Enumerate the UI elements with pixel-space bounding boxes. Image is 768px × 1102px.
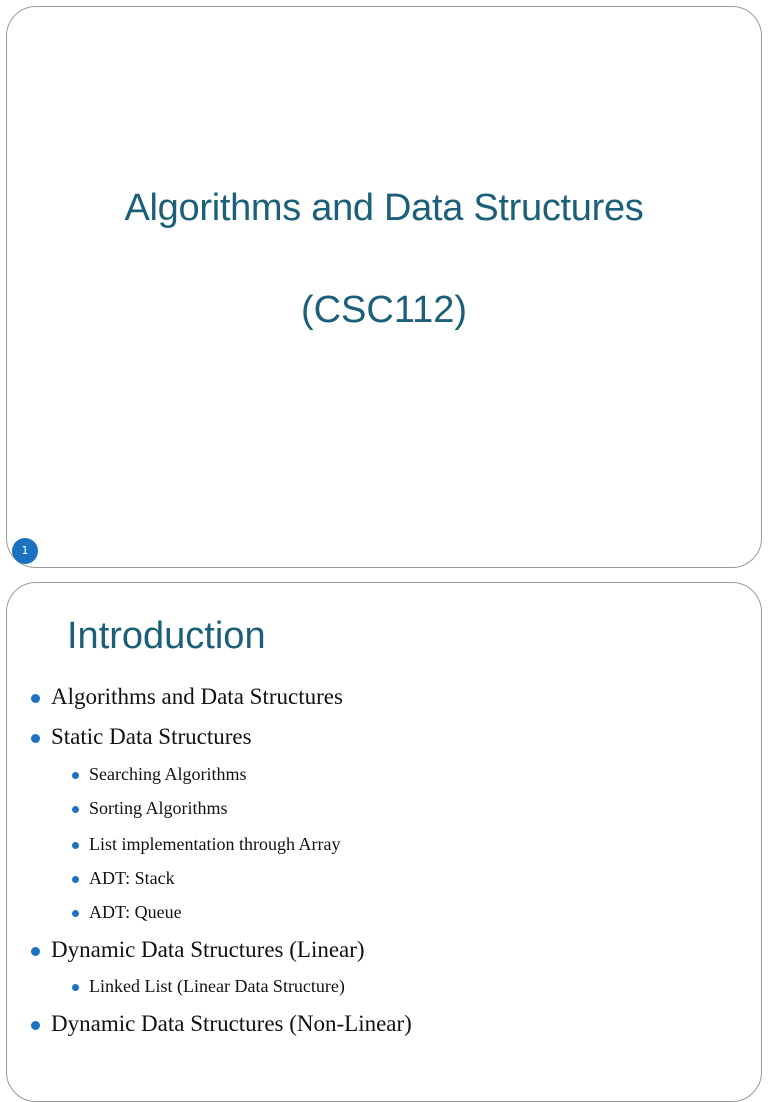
bullet-text: Sorting Algorithms (89, 798, 228, 818)
bullet-text: Dynamic Data Structures (Linear) (51, 937, 365, 962)
bullet-text: ADT: Stack (89, 868, 175, 888)
bullet-dot-icon (31, 1021, 40, 1030)
bullet-text: Algorithms and Data Structures (51, 684, 343, 709)
introduction-slide (6, 582, 762, 1102)
course-code: (CSC112) (300, 289, 468, 331)
bullet-text: ADT: Queue (89, 902, 182, 922)
bullet-item (51, 684, 343, 710)
bullet-dot-icon (72, 772, 79, 779)
bullet-dot-icon (72, 876, 79, 883)
bullet-text: Searching Algorithms (89, 764, 247, 784)
bullet-text: List implementation through Array (89, 834, 341, 854)
slide-title: Algorithms and Data Structures (124, 187, 644, 229)
sub-bullet-item (89, 902, 182, 923)
bullet-dot-icon (72, 984, 79, 991)
bullet-dot-icon (31, 947, 40, 956)
bullet-text: Dynamic Data Structures (Non-Linear) (51, 1011, 412, 1036)
bullet-dot-icon (72, 806, 79, 813)
bullet-item (51, 937, 365, 963)
sub-bullet-item (89, 976, 345, 997)
intro-title: Introduction (67, 615, 266, 657)
bullet-dot-icon (72, 842, 79, 849)
bullet-text: Linked List (Linear Data Structure) (89, 976, 345, 996)
sub-bullet-item (89, 834, 340, 855)
bullet-item (51, 724, 252, 750)
bullet-dot-icon (31, 734, 40, 743)
sub-bullet-item (89, 798, 228, 819)
slide-number-badge: 1 (12, 538, 38, 564)
bullet-dot-icon (72, 910, 79, 917)
title-slide (6, 6, 762, 568)
bullet-item (51, 1011, 412, 1037)
bullet-text: Static Data Structures (51, 724, 252, 749)
sub-bullet-item (89, 868, 175, 889)
sub-bullet-item (89, 764, 246, 785)
bullet-dot-icon (31, 694, 40, 703)
